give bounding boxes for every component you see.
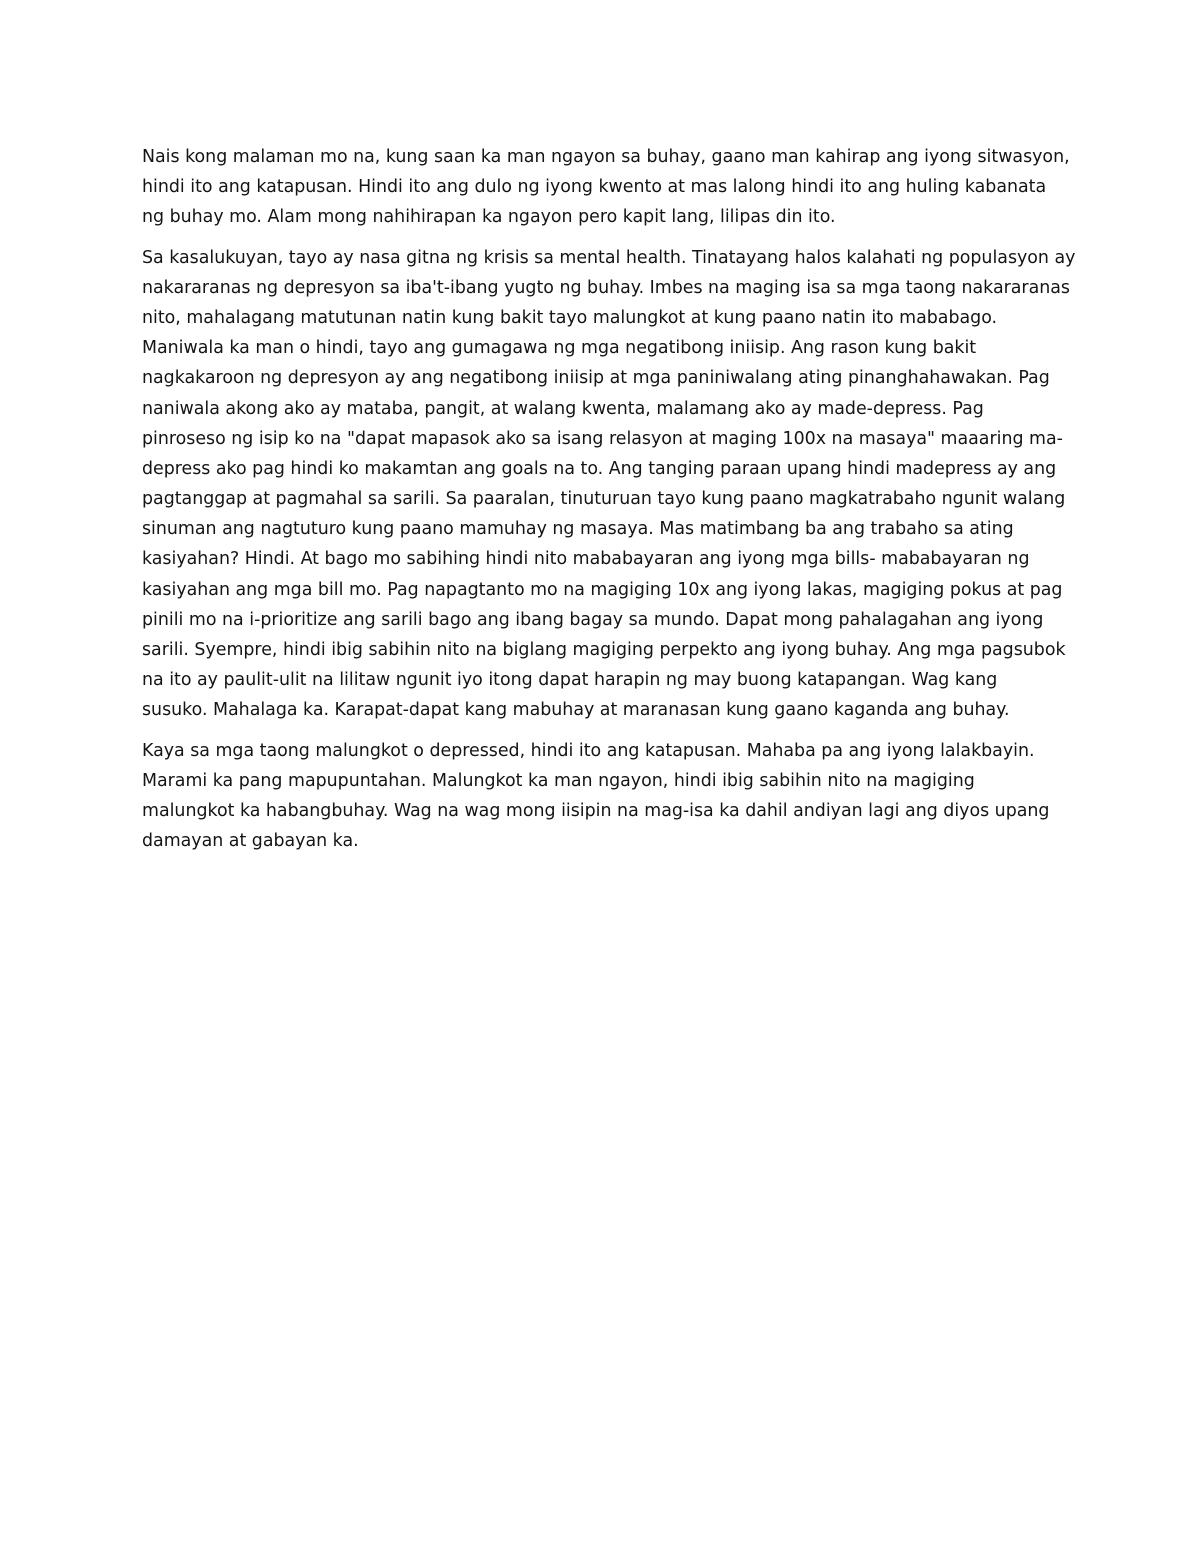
- text-line: nagkakaroon ng depresyon ay ang negatibong iniisip at mga paniniwalang ating pinanghahawakan. Pag: [142, 368, 1050, 389]
- paragraph-2: [142, 243, 1076, 726]
- text-line: nakararanas ng depresyon sa iba't-ibang yugto ng buhay. Imbes na maging isa sa mga taong nakararanas: [142, 277, 1070, 298]
- text-line: nito, mahalagang matutunan natin kung bakit tayo malungkot at kung paano natin ito mababago.: [142, 307, 998, 328]
- text-line: depress ako pag hindi ko makamtan ang goals na to. Ang tanging paraan upang hindi madepress ay ang: [142, 458, 1057, 479]
- text-line: pinroseso ng isip ko na "dapat mapasok ako sa isang relasyon at maging 100x na masaya" maaaring ma-: [142, 428, 1063, 449]
- text-line: na ito ay paulit-ulit na lilitaw ngunit iyo itong dapat harapin ng may buong katapangan. Wag kang: [142, 670, 998, 691]
- paragraph-3: [142, 736, 1062, 857]
- text-line: hindi ito ang katapusan. Hindi ito ang dulo ng iyong kwento at mas lalong hindi ito ang huling kabanata: [142, 177, 1047, 198]
- text-line: sarili. Syempre, hindi ibig sabihin nito na biglang magiging perpekto ang iyong buhay. Ang mga pagsubok: [142, 640, 1066, 660]
- document-body: [142, 142, 1076, 866]
- paragraph-1: [142, 142, 1070, 233]
- text-line: kasiyahan? Hindi. At bago mo sabihing hindi nito mababayaran ang iyong mga bills- mababayaran ng: [142, 549, 1030, 570]
- text-line: Kaya sa mga taong malungkot o depressed, hindi ito ang katapusan. Mahaba pa ang iyong lalakbayin.: [142, 740, 1035, 761]
- text-line: Sa kasalukuyan, tayo ay nasa gitna ng krisis sa mental health. Tinatayang halos kalahati ng populasyon ay: [142, 247, 1076, 268]
- text-line: malungkot ka habangbuhay. Wag na wag mong iisipin na mag-isa ka dahil andiyan lagi ang diyos upang: [142, 800, 1050, 821]
- text-line: pinili mo na i-prioritize ang sarili bago ang ibang bagay sa mundo. Dapat mong pahalagahan ang iyong: [142, 609, 1044, 630]
- text-line: damayan at gabayan ka.: [142, 831, 359, 852]
- text-line: Nais kong malaman mo na, kung saan ka man ngayon sa buhay, gaano man kahirap ang iyong sitwasyon,: [142, 147, 1070, 167]
- text-line: susuko. Mahalaga ka. Karapat-dapat kang mabuhay at maranasan kung gaano kaganda ang buhay.: [142, 700, 1010, 721]
- text-line: naniwala akong ako ay mataba, pangit, at walang kwenta, malamang ako ay made-depress. Pag: [142, 398, 984, 419]
- text-line: Marami ka pang mapupuntahan. Malungkot ka man ngayon, hindi ibig sabihin nito na magiging: [142, 770, 975, 791]
- text-line: kasiyahan ang mga bill mo. Pag napagtanto mo na magiging 10x ang iyong lakas, magiging pokus at pag: [142, 579, 1063, 600]
- text-line: ng buhay mo. Alam mong nahihirapan ka ngayon pero kapit lang, lilipas din ito.: [142, 207, 836, 228]
- text-line: pagtanggap at pagmahal sa sarili. Sa paaralan, tinuturuan tayo kung paano magkatrabaho ngunit walang: [142, 489, 1066, 510]
- text-line: Maniwala ka man o hindi, tayo ang gumagawa ng mga negatibong iniisip. Ang rason kung bakit: [142, 338, 977, 359]
- text-line: sinuman ang nagtuturo kung paano mamuhay ng masaya. Mas matimbang ba ang trabaho sa ating: [142, 519, 1014, 540]
